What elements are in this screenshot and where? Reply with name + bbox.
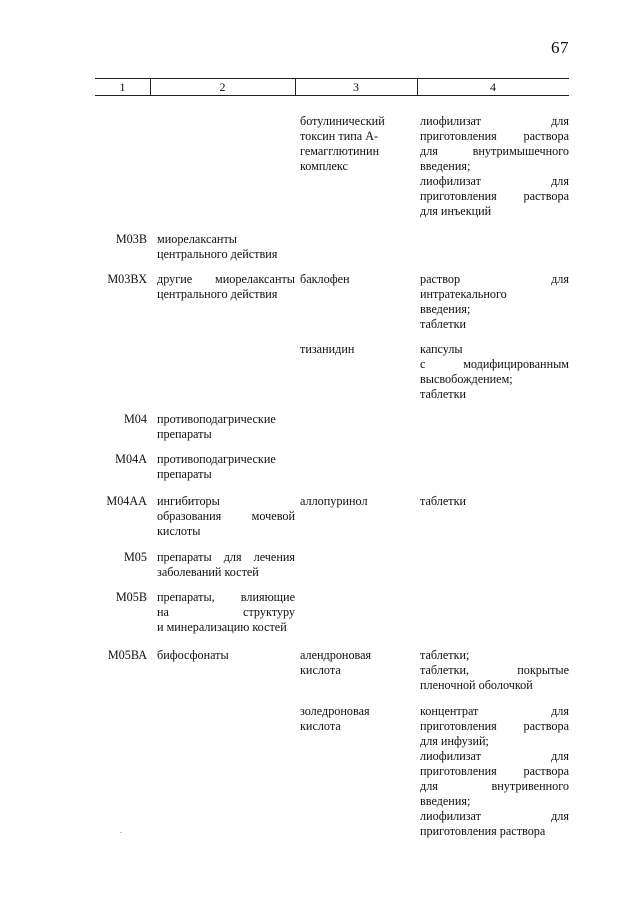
dosage-form-line: лиофилизат для bbox=[420, 749, 569, 763]
drug-name-line: аллопуринол bbox=[300, 494, 368, 508]
dosage-form-line: высвобождением; bbox=[420, 372, 513, 386]
dosage-form-line: раствор для bbox=[420, 272, 569, 286]
drug-name-line: комплекс bbox=[300, 159, 348, 173]
anatomical-therapeutic-group bbox=[157, 590, 295, 635]
page-number: 67 bbox=[551, 38, 569, 57]
group-name-line: центрального действия bbox=[157, 247, 278, 261]
column-header-4: 4 bbox=[490, 80, 496, 94]
atc-code: М04 bbox=[123, 412, 147, 426]
group-name-line: препараты bbox=[157, 427, 212, 441]
group-name-line: препараты, влияющие bbox=[157, 590, 295, 604]
anatomical-therapeutic-group bbox=[157, 272, 295, 302]
anatomical-therapeutic-group bbox=[157, 412, 295, 442]
drug-name-line: алендроновая bbox=[300, 648, 372, 662]
dosage-forms bbox=[420, 704, 569, 839]
scan-speck: . bbox=[120, 826, 122, 835]
dosage-form-line: концентрат для bbox=[420, 704, 569, 718]
group-name-line: заболеваний костей bbox=[157, 565, 259, 579]
drug-name bbox=[300, 494, 412, 509]
column-header-2: 2 bbox=[219, 80, 226, 94]
drug-name-line: кислота bbox=[300, 719, 341, 733]
dosage-form-line: введения; bbox=[420, 794, 471, 808]
drug-name-line: гемагглютинин bbox=[300, 144, 380, 158]
dosage-form-line: введения; bbox=[420, 302, 471, 316]
dosage-form-line: таблетки bbox=[420, 317, 467, 331]
column-header-3: 3 bbox=[353, 80, 359, 94]
table-header-row bbox=[95, 78, 569, 96]
anatomical-therapeutic-group bbox=[157, 648, 295, 663]
dosage-forms bbox=[420, 494, 569, 509]
atc-code: М05В bbox=[115, 590, 147, 604]
drug-name bbox=[300, 342, 412, 357]
dosage-form-line: приготовления раствора bbox=[420, 129, 569, 143]
drug-name bbox=[300, 648, 412, 678]
dosage-form-line: для инфузий; bbox=[420, 734, 489, 748]
dosage-form-line: введения; bbox=[420, 159, 471, 173]
dosage-forms bbox=[420, 342, 569, 402]
anatomical-therapeutic-group bbox=[157, 550, 295, 580]
dosage-form-line: приготовления раствора bbox=[420, 824, 546, 838]
anatomical-therapeutic-group bbox=[157, 452, 295, 482]
dosage-form-line: приготовления раствора bbox=[420, 719, 569, 733]
group-name-line: и минерализацию костей bbox=[157, 620, 287, 634]
dosage-form-line: лиофилизат для bbox=[420, 174, 569, 188]
group-name-line: противоподагрические bbox=[157, 412, 276, 426]
dosage-form-line: для инъекций bbox=[420, 204, 492, 218]
dosage-form-line: лиофилизат для bbox=[420, 114, 569, 128]
dosage-form-line: с модифицированным bbox=[420, 357, 569, 371]
dosage-form-line: приготовления раствора bbox=[420, 189, 569, 203]
dosage-form-line: интратекального bbox=[420, 287, 507, 301]
atc-code: М04А bbox=[115, 452, 147, 466]
group-name-line: препараты для лечения bbox=[157, 550, 295, 564]
group-name-line: центрального действия bbox=[157, 287, 278, 301]
group-name-line: кислоты bbox=[157, 524, 201, 538]
dosage-form-line: лиофилизат для bbox=[420, 809, 569, 823]
dosage-form-line: таблетки; bbox=[420, 648, 470, 662]
column-header-1: 1 bbox=[119, 80, 126, 94]
dosage-forms bbox=[420, 272, 569, 332]
drug-name-line: баклофен bbox=[300, 272, 350, 286]
drug-name bbox=[300, 704, 412, 734]
dosage-forms bbox=[420, 648, 569, 693]
anatomical-therapeutic-group bbox=[157, 232, 295, 262]
group-name-line: образования мочевой bbox=[157, 509, 295, 523]
anatomical-therapeutic-group bbox=[157, 494, 295, 539]
group-name-line: другие миорелаксанты bbox=[157, 272, 295, 286]
group-name-line: миорелаксанты bbox=[157, 232, 237, 246]
dosage-form-line: таблетки, покрытые bbox=[420, 663, 569, 677]
group-name-line: противоподагрические bbox=[157, 452, 276, 466]
drug-name bbox=[300, 272, 412, 287]
dosage-forms bbox=[420, 114, 569, 219]
dosage-form-line: для внутримышечного bbox=[420, 144, 569, 158]
drug-name bbox=[300, 114, 412, 174]
drug-name-line: кислота bbox=[300, 663, 341, 677]
dosage-form-line: таблетки bbox=[420, 387, 467, 401]
atc-code: М03В bbox=[115, 232, 147, 246]
drug-name-line: ботулинический bbox=[300, 114, 385, 128]
atc-code: М05ВА bbox=[107, 648, 147, 662]
dosage-form-line: капсулы bbox=[420, 342, 463, 356]
group-name-line: на структуру bbox=[157, 605, 295, 619]
group-name-line: ингибиторы bbox=[157, 494, 220, 508]
dosage-form-line: таблетки bbox=[420, 494, 467, 508]
dosage-form-line: для внутривенного bbox=[420, 779, 569, 793]
drug-name-line: токсин типа А- bbox=[300, 129, 379, 143]
dosage-form-line: приготовления раствора bbox=[420, 764, 569, 778]
atc-code: М04АА bbox=[106, 494, 147, 508]
atc-code: М03ВХ bbox=[107, 272, 147, 286]
group-name-line: бифосфонаты bbox=[157, 648, 229, 662]
drug-name-line: тизанидин bbox=[300, 342, 355, 356]
atc-code: М05 bbox=[123, 550, 147, 564]
dosage-form-line: пленочной оболочкой bbox=[420, 678, 533, 692]
drug-name-line: золедроновая bbox=[300, 704, 370, 718]
group-name-line: препараты bbox=[157, 467, 212, 481]
